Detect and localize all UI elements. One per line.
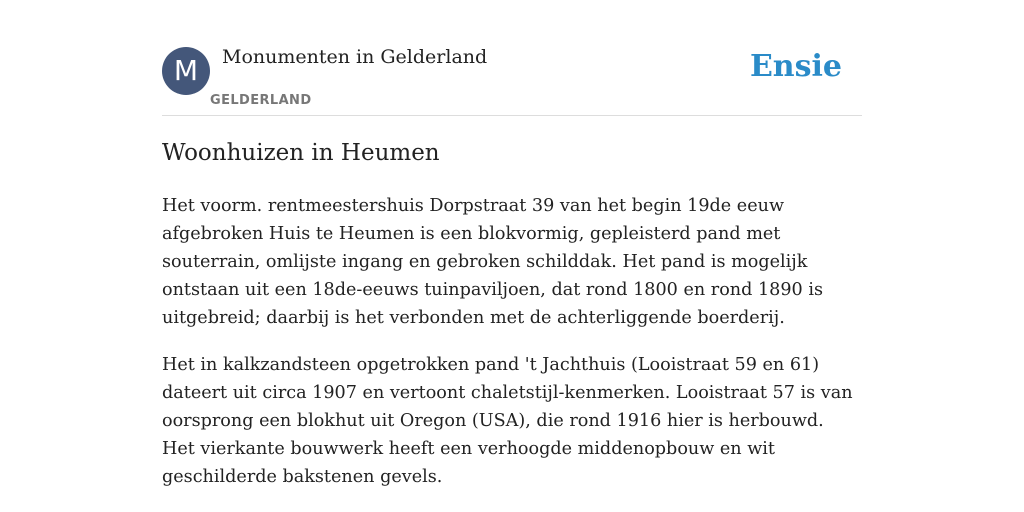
site-name-link[interactable]: Monumenten in Gelderland	[222, 46, 488, 68]
article-card	[162, 0, 862, 487]
region-label[interactable]: GELDERLAND	[210, 93, 312, 108]
site-header	[162, 0, 862, 116]
avatar[interactable]: M	[162, 47, 210, 95]
article-paragraph: Het in kalkzandsteen opgetrokken pand 't Jachthuis (Looistraat 59 en 61) dateert uit circa 1907 en vertoont chaletstijl-kenmerken. Looistraat 57 is van oorsprong een blokhut uit Oregon (USA), die rond 1916 hier is herbouwd. Het vierkante bouwwerk heeft een verhoogde middenopbouw en wit geschilderde bakstenen gevels.	[162, 355, 853, 487]
article-paragraph: Het voorm. rentmeestershuis Dorpstraat 39 van het begin 19de eeuw afgebroken Huis te Heumen is een blokvormig, gepleisterd pand met souterrain, omlijste ingang en gebroken schilddak. Het pand is mogelijk ontstaan uit een 18de-eeuws tuinpaviljoen, dat rond 1800 en rond 1890 is uitgebreid; daarbij is het verbonden met de achterliggende boerderij.	[162, 196, 824, 328]
page-title: Woonhuizen in Heumen	[162, 140, 440, 166]
brand-logo[interactable]: Ensie	[749, 49, 842, 84]
